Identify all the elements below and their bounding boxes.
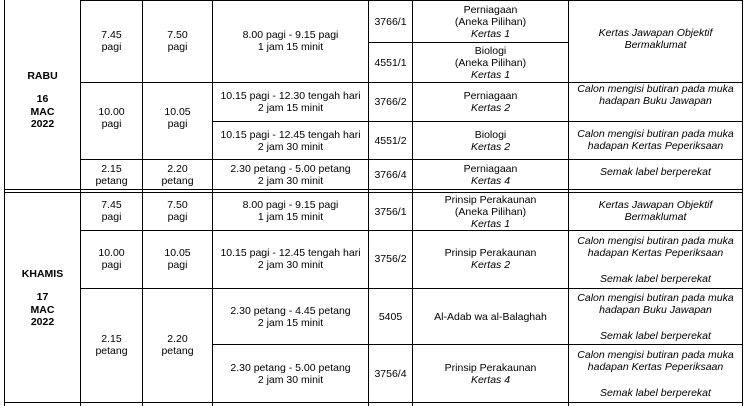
time-range: 2.30 petang - 4.45 petang (230, 304, 351, 317)
paper-code (369, 193, 412, 230)
note-line: Semak label berperekat (600, 272, 711, 285)
notes (569, 164, 742, 180)
time-period: pagi (101, 118, 122, 130)
date-year: 2022 (30, 118, 55, 130)
paper-code (369, 289, 412, 344)
day-date-khamis (5, 258, 80, 338)
paper-number: Kertas 2 (470, 102, 511, 114)
note-line: Kertas Jawapan Objektif (598, 27, 713, 39)
time-period: pagi (167, 41, 188, 53)
paper-number: Kertas 4 (470, 373, 511, 386)
paper-code (369, 1, 412, 42)
time-value: 7.50 (167, 199, 188, 211)
date-month: MAC (30, 303, 55, 316)
time-range: 10.15 pagi - 12.30 tengah hari (220, 90, 361, 102)
paper-number: Kertas 4 (470, 174, 511, 187)
code-text: 5405 (378, 310, 403, 323)
date-year: 2022 (30, 316, 55, 328)
notes (569, 124, 742, 156)
paper-number: Kertas 1 (470, 68, 511, 81)
code-text: 3766/1 (374, 15, 407, 28)
note-line: hadapan Kertas Peperiksaan (587, 360, 724, 373)
paper-code (369, 160, 412, 189)
time-period: pagi (167, 259, 188, 271)
note-line: Calon mengisi butiran pada muka (577, 291, 734, 304)
time-range: 2.30 petang - 5.00 petang (230, 361, 351, 374)
note-line: Semak label berperekat (600, 386, 711, 399)
note-line: hadapan Kertas Peperiksaan (587, 246, 724, 259)
enter-time (143, 330, 212, 360)
note-line: Calon mengisi butiran pada muka (577, 83, 734, 95)
paper-code (369, 43, 412, 82)
note-line: hadapan Kertas Peperiksaan (587, 140, 724, 152)
time-value: 7.45 (101, 29, 122, 41)
note-line: Bermaklumat (624, 39, 687, 51)
note-line: Calon mengisi butiran pada muka (577, 348, 734, 361)
paper-code (369, 345, 412, 402)
time-value: 7.50 (167, 29, 188, 41)
report-time (81, 103, 142, 133)
time-value: 2.15 (101, 162, 122, 175)
time-range: 10.15 pagi - 12.45 tengah hari (220, 128, 361, 141)
exam-time (213, 26, 368, 56)
note-line: Calon mengisi butiran pada muka (577, 234, 734, 247)
enter-time (143, 103, 212, 133)
duration: 1 jam 15 minit (257, 41, 324, 53)
subject-name: Prinsip Perakaunan (444, 361, 537, 374)
day-name: KHAMIS (21, 267, 64, 280)
grid-line (4, 402, 742, 403)
report-time (81, 160, 142, 189)
notes (569, 196, 742, 226)
day-separator (4, 189, 742, 190)
day-date-rabu (5, 60, 80, 140)
duration: 1 jam 15 minit (257, 211, 324, 223)
subject-name: Prinsip Perakaunan (444, 193, 537, 206)
subject-name: Biologi (474, 44, 507, 57)
exam-time (213, 122, 368, 159)
time-period: pagi (101, 259, 122, 271)
paper-number: Kertas 1 (470, 217, 511, 230)
paper-code (369, 83, 412, 121)
subject-extra: (Aneka Pilihan) (454, 56, 527, 69)
time-range: 8.00 pagi - 9.15 pagi (242, 199, 339, 211)
report-time (81, 330, 142, 360)
duration: 2 jam 30 minit (257, 140, 324, 153)
paper-subject (413, 345, 568, 402)
paper-subject (413, 122, 568, 159)
note-line: hadapan Buku Jawapan (599, 303, 712, 316)
paper-subject (413, 289, 568, 344)
notes (569, 289, 742, 344)
paper-code (369, 244, 412, 274)
time-period: pagi (167, 118, 188, 130)
enter-time (143, 244, 212, 274)
time-value: 10.05 (164, 247, 191, 259)
time-period: pagi (101, 41, 122, 53)
note-line: Kertas Jawapan Objektif (598, 199, 713, 211)
note-line: Calon mengisi butiran pada muka (577, 128, 734, 140)
duration: 2 jam 30 minit (257, 259, 324, 271)
time-value: 2.15 (101, 333, 122, 345)
code-text: 3756/1 (374, 205, 407, 218)
time-range: 8.00 pagi - 9.15 pagi (242, 29, 339, 41)
time-period: petang (95, 174, 128, 187)
day-name: RABU (27, 69, 58, 82)
paper-subject (413, 43, 568, 82)
exam-time (213, 289, 368, 344)
exam-time (213, 345, 368, 402)
paper-number: Kertas 1 (470, 27, 511, 40)
time-value: 10.00 (98, 247, 125, 259)
notes (569, 231, 742, 288)
subject-name: Prinsip Perakaunan (444, 247, 537, 259)
time-range: 10.15 pagi - 12.45 tengah hari (220, 247, 361, 259)
paper-subject (413, 83, 568, 121)
time-period: petang (161, 345, 194, 357)
time-period: pagi (101, 211, 122, 223)
note-line: Semak label berperekat (600, 166, 711, 178)
duration: 2 jam 30 minit (257, 373, 324, 386)
grid-line (742, 0, 743, 406)
date-number: 17 (36, 291, 49, 303)
report-time (81, 196, 142, 226)
note-line: Bermaklumat (624, 211, 687, 223)
paper-subject (413, 1, 568, 42)
report-time (81, 26, 142, 56)
enter-time (143, 26, 212, 56)
subject-extra: (Aneka Pilihan) (454, 205, 527, 218)
paper-subject (413, 160, 568, 189)
time-value: 7.45 (101, 199, 122, 211)
time-value: 10.05 (164, 106, 191, 118)
notes (569, 24, 742, 54)
code-text: 4551/1 (374, 56, 407, 69)
subject-extra: (Aneka Pilihan) (454, 15, 527, 28)
note-line: hadapan Buku Jawapan (599, 95, 712, 107)
date-month: MAC (30, 105, 55, 118)
duration: 2 jam 30 minit (257, 174, 324, 187)
notes (569, 345, 742, 402)
time-period: petang (161, 174, 194, 187)
code-text: 4551/2 (374, 134, 407, 147)
time-value: 2.20 (167, 333, 188, 345)
exam-time (213, 196, 368, 226)
paper-subject (413, 244, 568, 274)
date-number: 16 (36, 93, 49, 105)
subject-name: Al-Adab wa al-Balaghah (434, 310, 547, 323)
duration: 2 jam 15 minit (257, 102, 324, 114)
paper-number: Kertas 2 (470, 140, 511, 153)
time-value: 10.00 (98, 106, 125, 118)
subject-name: Perniagaan (463, 90, 518, 102)
enter-time (143, 160, 212, 189)
code-text: 3766/2 (374, 96, 407, 108)
subject-name: Perniagaan (463, 162, 518, 175)
duration: 2 jam 15 minit (257, 316, 324, 329)
time-period: pagi (167, 211, 188, 223)
report-time (81, 244, 142, 274)
time-period: petang (95, 345, 128, 357)
code-text: 3766/4 (374, 168, 407, 181)
exam-time (213, 83, 368, 121)
subject-name: Biologi (474, 128, 507, 141)
exam-time (213, 160, 368, 189)
note-line: Semak label berperekat (600, 329, 711, 342)
notes (569, 79, 742, 111)
paper-code (369, 122, 412, 159)
paper-number: Kertas 2 (470, 259, 511, 271)
time-value: 2.20 (167, 162, 188, 175)
time-range: 2.30 petang - 5.00 petang (230, 162, 351, 175)
code-text: 3756/4 (374, 367, 407, 380)
subject-name: Perniagaan (463, 3, 518, 16)
enter-time (143, 196, 212, 226)
exam-time (213, 244, 368, 274)
code-text: 3756/2 (374, 253, 407, 265)
paper-subject (413, 193, 568, 230)
